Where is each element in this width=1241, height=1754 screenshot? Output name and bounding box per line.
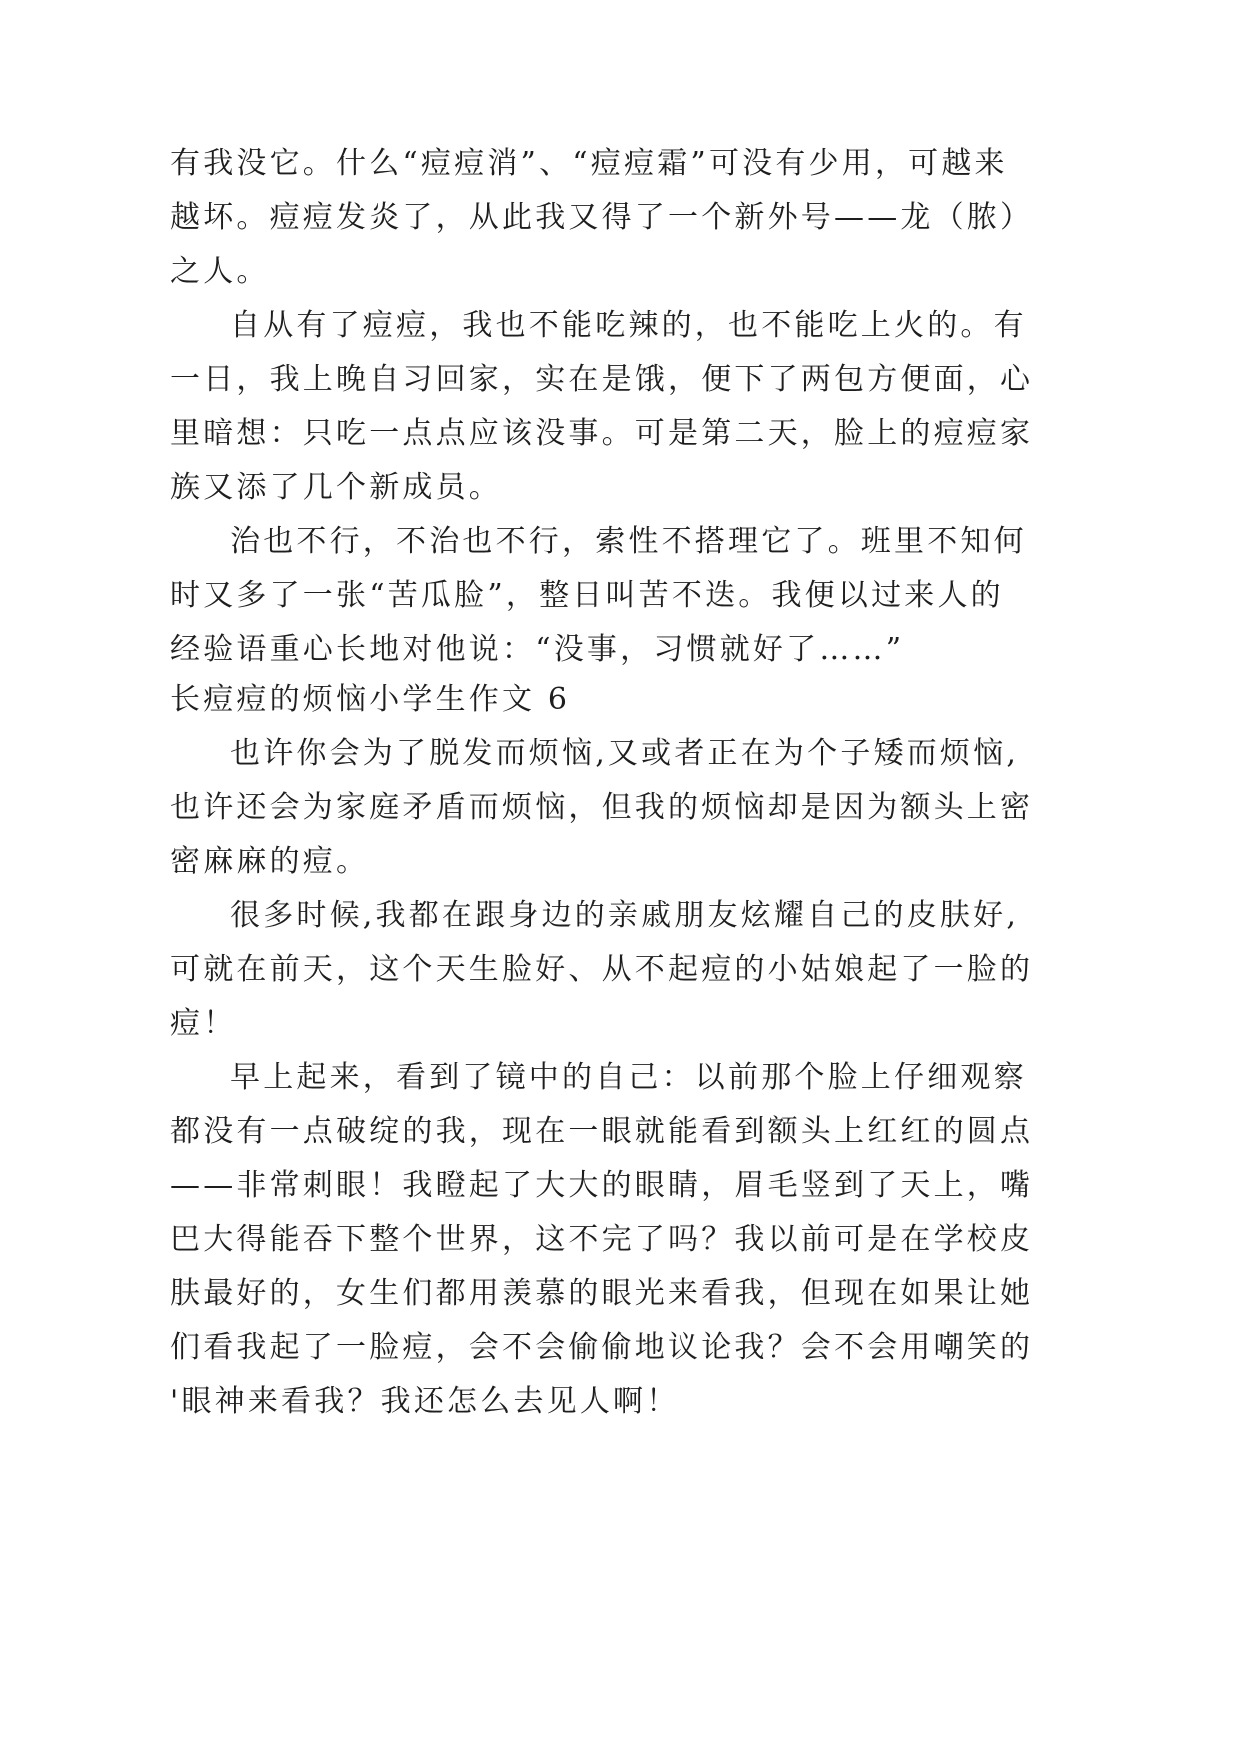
text-line: 一日，我上晚自习回家，实在是饿，便下了两包方便面，心 bbox=[170, 362, 1034, 397]
text-line: 里暗想：只吃一点点应该没事。可是第二天，脸上的痘痘家 bbox=[170, 416, 1034, 451]
paragraph-first-line: 也许你会为了脱发而烦恼,又或者正在为个子矮而烦恼, bbox=[230, 736, 1020, 771]
text-line: 之人。 bbox=[170, 254, 270, 289]
text-line: 经验语重心长地对他说：“没事，习惯就好了……” bbox=[170, 632, 905, 667]
text-line: 越坏。痘痘发炎了，从此我又得了一个新外号——龙（脓） bbox=[170, 200, 1034, 235]
text-line: 都没有一点破绽的我，现在一眼就能看到额头上红红的圆点 bbox=[170, 1114, 1034, 1149]
text-line: 痘！ bbox=[170, 1006, 237, 1041]
text-line: 们看我起了一脸痘，会不会偷偷地议论我？会不会用嘲笑的 bbox=[170, 1330, 1034, 1365]
paragraph-first-line: 治也不行，不治也不行，索性不搭理它了。班里不知何 bbox=[230, 524, 1027, 559]
section-title: 长痘痘的烦恼小学生作文 6 bbox=[170, 682, 571, 717]
text-line: 肤最好的，女生们都用羡慕的眼光来看我，但现在如果让她 bbox=[170, 1276, 1034, 1311]
paragraph-first-line: 自从有了痘痘，我也不能吃辣的，也不能吃上火的。有 bbox=[230, 308, 1027, 343]
paragraph-first-line: 很多时候,我都在跟身边的亲戚朋友炫耀自己的皮肤好, bbox=[230, 898, 1020, 933]
text-line: 族又添了几个新成员。 bbox=[170, 470, 502, 505]
text-line: 可就在前天，这个天生脸好、从不起痘的小姑娘起了一脸的 bbox=[170, 952, 1034, 987]
text-line: 密麻麻的痘。 bbox=[170, 844, 370, 879]
text-line: 时又多了一张“苦瓜脸”，整日叫苦不迭。我便以过来人的 bbox=[170, 578, 1004, 613]
text-line: 也许还会为家庭矛盾而烦恼，但我的烦恼却是因为额头上密 bbox=[170, 790, 1034, 825]
text-line: 有我没它。什么“痘痘消”、“痘痘霜”可没有少用，可越来 bbox=[170, 146, 1008, 181]
text-line: ——非常刺眼！我瞪起了大大的眼睛，眉毛竖到了天上，嘴 bbox=[170, 1168, 1034, 1203]
text-line: 巴大得能吞下整个世界，这不完了吗？我以前可是在学校皮 bbox=[170, 1222, 1034, 1257]
paragraph-first-line: 早上起来，看到了镜中的自己：以前那个脸上仔细观察 bbox=[230, 1060, 1027, 1095]
text-line: '眼神来看我？我还怎么去见人啊！ bbox=[170, 1384, 680, 1419]
